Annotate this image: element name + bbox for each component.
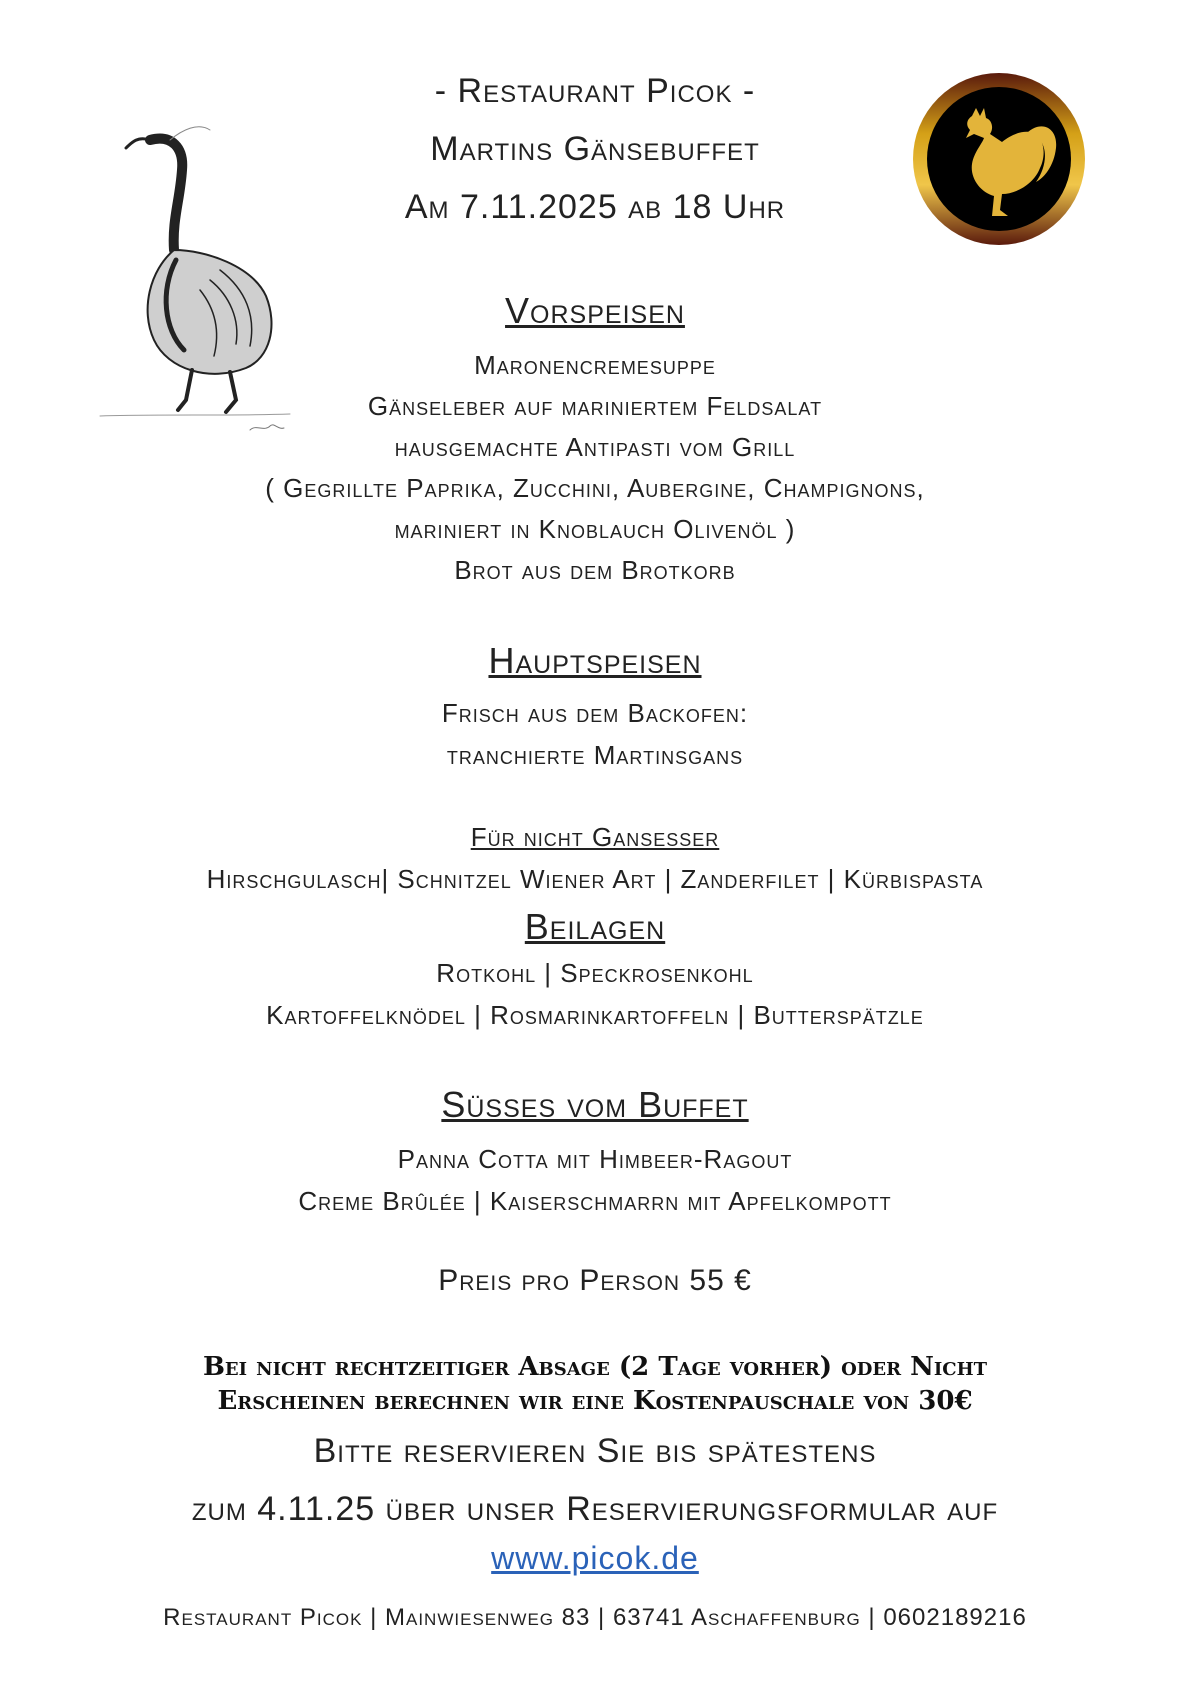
menu-item: Creme Brûlée | Kaiserschmarrn mit Apfelkompott (298, 1186, 892, 1216)
footer-address: Restaurant Picok | Mainwiesenweg 83 | 63741 Aschaffenburg | 0602189216 (163, 1604, 1027, 1631)
menu-item: Panna Cotta mit Himbeer-Ragout (397, 1144, 793, 1174)
website-link[interactable]: www.picok.de (491, 1540, 699, 1576)
restaurant-name: - Restaurant Picok - (434, 72, 756, 110)
menu-item: Brot aus dem Brotkorb (454, 555, 736, 585)
menu-item-alternatives: Hirschgulasch| Schnitzel Wiener Art | Zanderfilet | Kürbispasta (206, 864, 984, 894)
menu-item: Frisch aus dem Backofen: (441, 698, 749, 728)
menu-item: hausgemachte Antipasti vom Grill (394, 432, 796, 462)
menu-item: Maronencremesuppe (474, 350, 716, 380)
cancellation-notice-line1: Bei nicht rechtzeitiger Absage (2 Tage vorher) oder Nicht (202, 1352, 988, 1382)
event-title: Martins Gänsebuffet (430, 130, 760, 168)
website-link-row (0, 1540, 1190, 1577)
event-date: Am 7.11.2025 ab 18 Uhr (404, 188, 786, 226)
menu-item: ( Gegrillte Paprika, Zucchini, Aubergine, Champignons, (265, 473, 925, 503)
menu-item: Gänseleber auf mariniertem Feldsalat (367, 391, 823, 421)
menu-item: Rotkohl | Speckrosenkohl (436, 958, 754, 988)
cancellation-notice-line2: Erscheinen berechnen wir eine Kostenpauschale von 30€ (217, 1386, 973, 1416)
reservation-line1: Bitte reservieren Sie bis spätestens (313, 1432, 877, 1470)
section-heading-dessert: Süsses vom Buffet (441, 1084, 749, 1125)
subheading-alternatives: Für nicht Gansesser (470, 822, 720, 852)
price-per-person: Preis pro Person 55 € (438, 1264, 752, 1297)
menu-item: mariniert in Knoblauch Olivenöl ) (394, 514, 796, 544)
menu-item: Kartoffelknödel | Rosmarinkartoffeln | Butterspätzle (266, 1000, 924, 1030)
section-heading-hauptspeisen: Hauptspeisen (488, 640, 702, 681)
section-heading-vorspeisen: Vorspeisen (505, 290, 685, 331)
menu-item: tranchierte Martinsgans (446, 740, 744, 770)
section-heading-beilagen: Beilagen (524, 906, 666, 947)
reservation-line2: zum 4.11.25 über unser Reservierungsformular auf (191, 1490, 999, 1528)
